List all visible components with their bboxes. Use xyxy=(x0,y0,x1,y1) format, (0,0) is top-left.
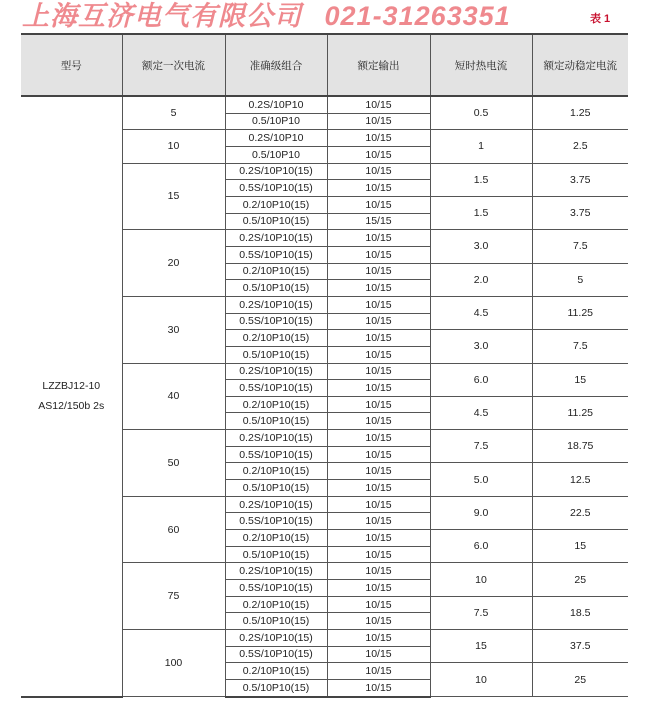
accuracy-cell: 0.2S/10P10 xyxy=(225,130,327,147)
output-cell: 10/15 xyxy=(327,563,430,580)
dynamic-current-cell: 18.75 xyxy=(532,430,628,463)
thermal-current-cell: 10 xyxy=(430,663,532,697)
dynamic-current-cell: 15 xyxy=(532,363,628,396)
output-cell: 10/15 xyxy=(327,513,430,530)
accuracy-cell: 0.5S/10P10(15) xyxy=(225,646,327,663)
rated-current-cell: 20 xyxy=(122,230,225,297)
output-cell: 10/15 xyxy=(327,113,430,130)
thermal-current-cell: 1 xyxy=(430,130,532,163)
accuracy-cell: 0.5S/10P10(15) xyxy=(225,180,327,197)
table-row xyxy=(21,96,628,113)
output-cell: 10/15 xyxy=(327,130,430,147)
thermal-current-cell: 0.5 xyxy=(430,96,532,130)
header-dynamic-current: 额定动稳定电流 xyxy=(532,34,628,96)
watermark xyxy=(22,1,511,31)
rated-current-cell: 100 xyxy=(122,630,225,697)
model-name-line: AS12/150b 2s xyxy=(38,400,105,413)
output-cell: 10/15 xyxy=(327,446,430,463)
output-cell: 10/15 xyxy=(327,146,430,163)
output-cell: 10/15 xyxy=(327,196,430,213)
thermal-current-cell: 15 xyxy=(430,630,532,663)
output-cell: 10/15 xyxy=(327,246,430,263)
thermal-current-cell: 6.0 xyxy=(430,363,532,396)
accuracy-cell: 0.5/10P10(15) xyxy=(225,280,327,297)
accuracy-cell: 0.2S/10P10(15) xyxy=(225,363,327,380)
accuracy-cell: 0.2/10P10(15) xyxy=(225,196,327,213)
rated-current-cell: 50 xyxy=(122,430,225,497)
header-output: 额定输出 xyxy=(327,34,430,96)
output-cell: 10/15 xyxy=(327,230,430,247)
accuracy-cell: 0.2/10P10(15) xyxy=(225,663,327,680)
dynamic-current-cell: 3.75 xyxy=(532,196,628,229)
spec-table xyxy=(21,33,628,698)
dynamic-current-cell: 7.5 xyxy=(532,230,628,263)
accuracy-cell: 0.5/10P10(15) xyxy=(225,213,327,230)
thermal-current-cell: 7.5 xyxy=(430,430,532,463)
output-cell: 10/15 xyxy=(327,96,430,113)
output-cell: 10/15 xyxy=(327,630,430,647)
rated-current-cell: 15 xyxy=(122,163,225,230)
output-cell: 10/15 xyxy=(327,480,430,497)
accuracy-cell: 0.2S/10P10(15) xyxy=(225,163,327,180)
thermal-current-cell: 4.5 xyxy=(430,296,532,329)
output-cell: 10/15 xyxy=(327,679,430,696)
dynamic-current-cell: 7.5 xyxy=(532,330,628,363)
dynamic-current-cell: 2.5 xyxy=(532,130,628,163)
accuracy-cell: 0.2S/10P10(15) xyxy=(225,230,327,247)
output-cell: 10/15 xyxy=(327,530,430,547)
header-row xyxy=(21,34,628,96)
model-name-line: LZZBJ12-10 xyxy=(42,380,101,393)
accuracy-cell: 0.5/10P10(15) xyxy=(225,346,327,363)
thermal-current-cell: 6.0 xyxy=(430,530,532,563)
output-cell: 10/15 xyxy=(327,296,430,313)
rated-current-cell: 10 xyxy=(122,130,225,163)
accuracy-cell: 0.5/10P10(15) xyxy=(225,413,327,430)
accuracy-cell: 0.5S/10P10(15) xyxy=(225,446,327,463)
accuracy-cell: 0.5/10P10(15) xyxy=(225,480,327,497)
model-cell xyxy=(21,96,122,697)
dynamic-current-cell: 5 xyxy=(532,263,628,296)
rated-current-cell: 30 xyxy=(122,296,225,363)
thermal-current-cell: 3.0 xyxy=(430,330,532,363)
accuracy-cell: 0.2S/10P10(15) xyxy=(225,296,327,313)
accuracy-cell: 0.5/10P10(15) xyxy=(225,546,327,563)
accuracy-cell: 0.2S/10P10(15) xyxy=(225,563,327,580)
dynamic-current-cell: 25 xyxy=(532,663,628,697)
rated-current-cell: 40 xyxy=(122,363,225,430)
output-cell: 10/15 xyxy=(327,613,430,630)
output-cell: 10/15 xyxy=(327,413,430,430)
accuracy-cell: 0.5/10P10(15) xyxy=(225,679,327,696)
output-cell: 10/15 xyxy=(327,463,430,480)
dynamic-current-cell: 22.5 xyxy=(532,496,628,529)
accuracy-cell: 0.2/10P10(15) xyxy=(225,596,327,613)
dynamic-current-cell: 15 xyxy=(532,530,628,563)
accuracy-cell: 0.5/10P10 xyxy=(225,146,327,163)
accuracy-cell: 0.2S/10P10(15) xyxy=(225,496,327,513)
output-cell: 10/15 xyxy=(327,396,430,413)
thermal-current-cell: 5.0 xyxy=(430,463,532,496)
output-cell: 10/15 xyxy=(327,280,430,297)
thermal-current-cell: 3.0 xyxy=(430,230,532,263)
header-accuracy: 准确级组合 xyxy=(225,34,327,96)
dynamic-current-cell: 25 xyxy=(532,563,628,596)
accuracy-cell: 0.5S/10P10(15) xyxy=(225,580,327,597)
output-cell: 10/15 xyxy=(327,580,430,597)
thermal-current-cell: 7.5 xyxy=(430,596,532,629)
output-cell: 10/15 xyxy=(327,663,430,680)
output-cell: 10/15 xyxy=(327,380,430,397)
header-model: 型号 xyxy=(21,34,122,96)
rated-current-cell: 5 xyxy=(122,96,225,130)
accuracy-cell: 0.2/10P10(15) xyxy=(225,463,327,480)
dynamic-current-cell: 3.75 xyxy=(532,163,628,196)
dynamic-current-cell: 18.5 xyxy=(532,596,628,629)
watermark-company: 上海互济电气有限公司 xyxy=(22,1,302,31)
accuracy-cell: 0.5/10P10(15) xyxy=(225,613,327,630)
output-cell: 10/15 xyxy=(327,313,430,330)
output-cell: 15/15 xyxy=(327,213,430,230)
output-cell: 10/15 xyxy=(327,263,430,280)
output-cell: 10/15 xyxy=(327,346,430,363)
thermal-current-cell: 1.5 xyxy=(430,196,532,229)
thermal-current-cell: 1.5 xyxy=(430,163,532,196)
accuracy-cell: 0.2S/10P10 xyxy=(225,96,327,113)
dynamic-current-cell: 11.25 xyxy=(532,296,628,329)
output-cell: 10/15 xyxy=(327,646,430,663)
rated-current-cell: 60 xyxy=(122,496,225,563)
thermal-current-cell: 2.0 xyxy=(430,263,532,296)
accuracy-cell: 0.5S/10P10(15) xyxy=(225,246,327,263)
dynamic-current-cell: 11.25 xyxy=(532,396,628,429)
accuracy-cell: 0.2S/10P10(15) xyxy=(225,630,327,647)
output-cell: 10/15 xyxy=(327,363,430,380)
thermal-current-cell: 4.5 xyxy=(430,396,532,429)
accuracy-cell: 0.2S/10P10(15) xyxy=(225,430,327,447)
watermark-phone: 021-31263351 xyxy=(324,1,511,31)
dynamic-current-cell: 1.25 xyxy=(532,96,628,130)
output-cell: 10/15 xyxy=(327,596,430,613)
output-cell: 10/15 xyxy=(327,330,430,347)
thermal-current-cell: 9.0 xyxy=(430,496,532,529)
dynamic-current-cell: 12.5 xyxy=(532,463,628,496)
accuracy-cell: 0.2/10P10(15) xyxy=(225,396,327,413)
rated-current-cell: 75 xyxy=(122,563,225,630)
output-cell: 10/15 xyxy=(327,180,430,197)
accuracy-cell: 0.5/10P10 xyxy=(225,113,327,130)
thermal-current-cell: 10 xyxy=(430,563,532,596)
accuracy-cell: 0.5S/10P10(15) xyxy=(225,313,327,330)
accuracy-cell: 0.2/10P10(15) xyxy=(225,330,327,347)
header-rated-current: 额定一次电流 xyxy=(122,34,225,96)
output-cell: 10/15 xyxy=(327,163,430,180)
accuracy-cell: 0.5S/10P10(15) xyxy=(225,380,327,397)
output-cell: 10/15 xyxy=(327,546,430,563)
output-cell: 10/15 xyxy=(327,496,430,513)
table-label: 表 1 xyxy=(590,13,611,25)
header-thermal-current: 短时热电流 xyxy=(430,34,532,96)
table-body xyxy=(21,96,628,697)
accuracy-cell: 0.2/10P10(15) xyxy=(225,530,327,547)
accuracy-cell: 0.5S/10P10(15) xyxy=(225,513,327,530)
output-cell: 10/15 xyxy=(327,430,430,447)
dynamic-current-cell: 37.5 xyxy=(532,630,628,663)
accuracy-cell: 0.2/10P10(15) xyxy=(225,263,327,280)
